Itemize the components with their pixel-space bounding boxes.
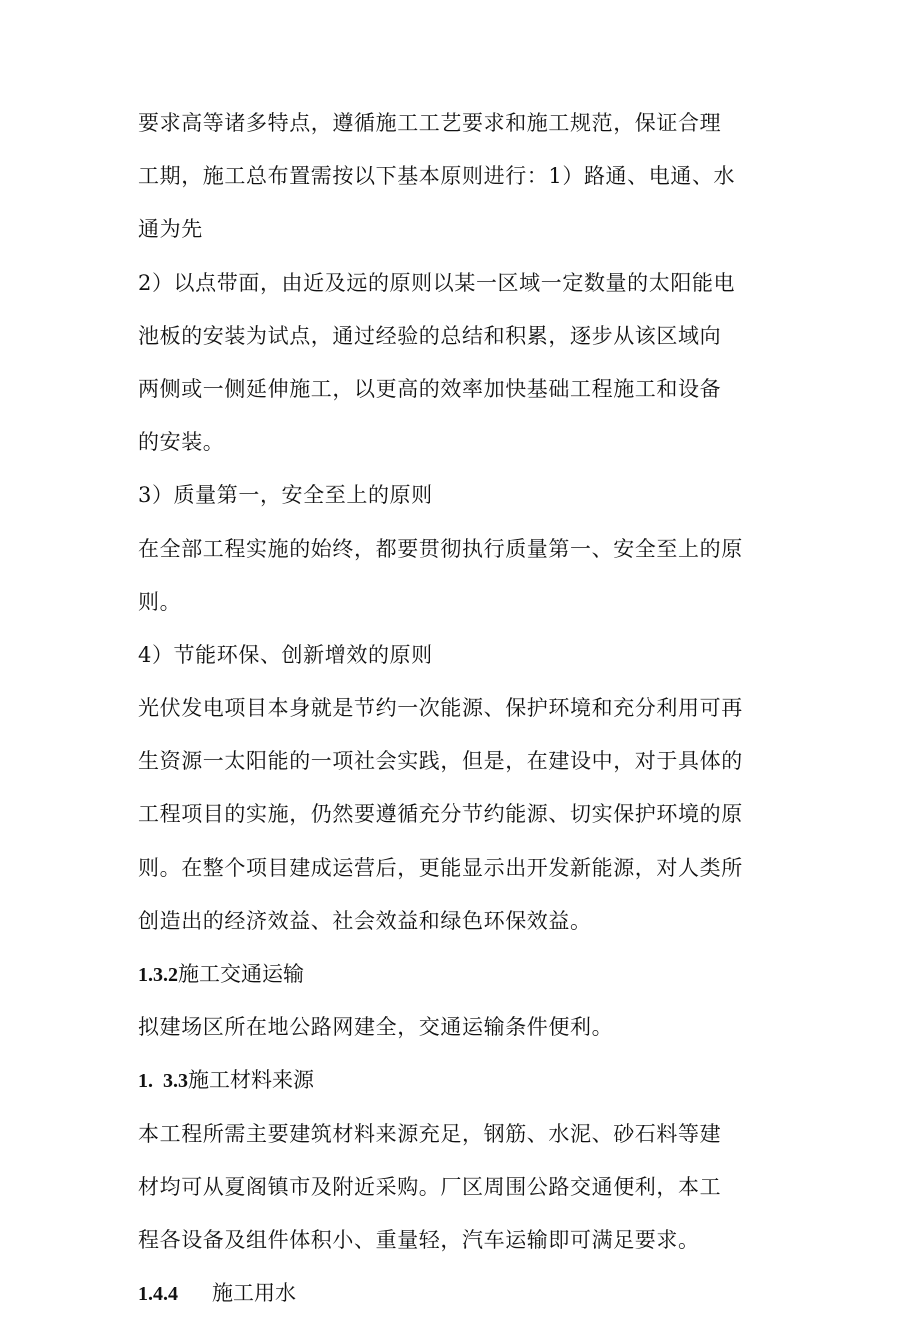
- section-title: 施工用水: [212, 1281, 296, 1306]
- text-line: 创造出的经济效益、社会效益和绿色环保效益。: [138, 908, 592, 933]
- section-title: 施工交通运输: [178, 962, 304, 986]
- text-line: 生资源一太阳能的一项社会实践，但是，在建设中，对于具体的: [138, 749, 743, 774]
- section-heading-1-3-3: [138, 1066, 788, 1094]
- text-line: 光伏发电项目本身就是节约一次能源、保护环境和充分利用可再: [138, 696, 743, 721]
- text-line: 则。在整个项目建成运营后，更能显示出开发新能源，对人类所: [138, 855, 743, 880]
- section-number: 1.3.2: [138, 964, 178, 986]
- section-number: 1. 3.3: [138, 1070, 188, 1093]
- text-line: 2）以点带面，由近及远的原则以某一区域一定数量的太阳能电: [138, 270, 736, 295]
- text-line: 工程项目的实施，仍然要遵循充分节约能源、切实保护环境的原: [138, 802, 743, 827]
- text-line: 程各设备及组件体积小、重量轻，汽车运输即可满足要求。: [138, 1227, 700, 1252]
- text-line: 材均可从夏阁镇市及附近采购。厂区周围公路交通便利，本工: [138, 1174, 722, 1199]
- text-line: 4）节能环保、创新增效的原则: [138, 642, 433, 667]
- text-line: 在全部工程实施的始终，都要贯彻执行质量第一、安全至上的原: [138, 536, 743, 561]
- text-line: 3）质量第一，安全至上的原则: [138, 483, 433, 508]
- text-line: 两侧或一侧延伸施工，以更高的效率加快基础工程施工和设备: [138, 376, 722, 401]
- section-number: 1.4.4: [138, 1283, 178, 1306]
- section-title: 施工材料来源: [188, 1068, 314, 1093]
- text-line: 通为先: [138, 217, 203, 242]
- text-line: 要求高等诸多特点，遵循施工工艺要求和施工规范，保证合理: [138, 111, 722, 135]
- text-line: 拟建场区所在地公路网建全，交通运输条件便利。: [138, 1015, 614, 1040]
- text-line: 的安装。: [138, 430, 225, 455]
- section-heading-1-3-2: [138, 960, 788, 988]
- text-line: 工期，施工总布置需按以下基本原则进行：1）路通、电通、水: [138, 164, 736, 189]
- text-line: 则。: [138, 589, 182, 614]
- text-line: 本工程所需主要建筑材料来源充足，钢筋、水泥、砂石料等建: [138, 1121, 722, 1146]
- document-page: [138, 109, 788, 1332]
- text-line: 池板的安装为试点，通过经验的总结和积累，逐步从该区域向: [138, 323, 722, 348]
- section-heading-1-4-4: [138, 1279, 788, 1307]
